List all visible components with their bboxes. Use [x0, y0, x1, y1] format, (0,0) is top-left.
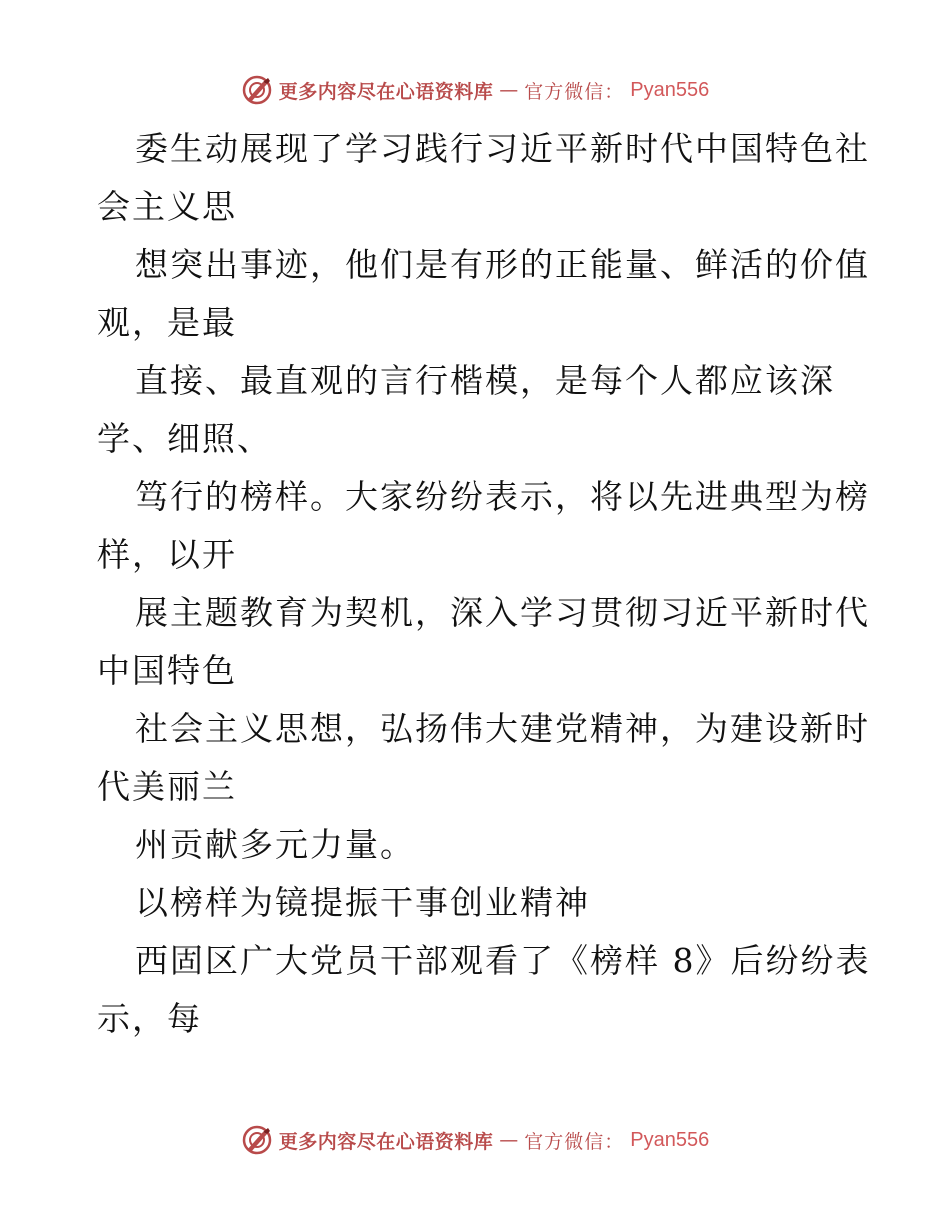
watermark-label: 官方微信： [524, 80, 625, 103]
text-line: 样，以开 [97, 535, 237, 574]
header-watermark [0, 70, 950, 110]
text-line: 观，是最 [97, 303, 237, 342]
text-line: 示，每 [97, 999, 202, 1038]
watermark-wechat-id: Pyan556 [630, 78, 710, 101]
text-line: 委生动展现了学习践行习近平新时代中国特色社 [135, 129, 870, 168]
watermark-brand: 更多内容尽在心语资料库 [278, 80, 494, 103]
text-line: 笃行的榜样。大家纷纷表示，将以先进典型为榜 [135, 477, 870, 516]
document-body [97, 120, 871, 1048]
text-line: 会主义思 [97, 187, 237, 226]
pen-logo-icon [241, 1124, 273, 1156]
text-line: 代美丽兰 [97, 767, 237, 806]
pen-logo-icon [241, 74, 273, 106]
watermark-dash: — [499, 1129, 519, 1151]
text-line: 展主题教育为契机，深入学习贯彻习近平新时代 [135, 593, 870, 632]
text-line: 州贡献多元力量。 [135, 825, 415, 864]
text-line: 想突出事迹，他们是有形的正能量、鲜活的价值 [135, 245, 870, 284]
footer-watermark [0, 1120, 950, 1160]
text-line: 直接、最直观的言行楷模，是每个人都应该深 [135, 361, 835, 400]
watermark-label: 官方微信： [524, 1130, 625, 1153]
watermark-brand: 更多内容尽在心语资料库 [278, 1130, 494, 1153]
watermark-dash: — [499, 79, 519, 101]
text-line: 以榜样为镜提振干事创业精神 [135, 883, 590, 922]
text-line: 西固区广大党员干部观看了《榜样 8》后纷纷表 [135, 941, 871, 980]
watermark-wechat-id: Pyan556 [630, 1128, 710, 1151]
text-line: 中国特色 [97, 651, 237, 690]
text-line: 学、细照、 [97, 419, 272, 458]
text-line: 社会主义思想，弘扬伟大建党精神，为建设新时 [135, 709, 870, 748]
